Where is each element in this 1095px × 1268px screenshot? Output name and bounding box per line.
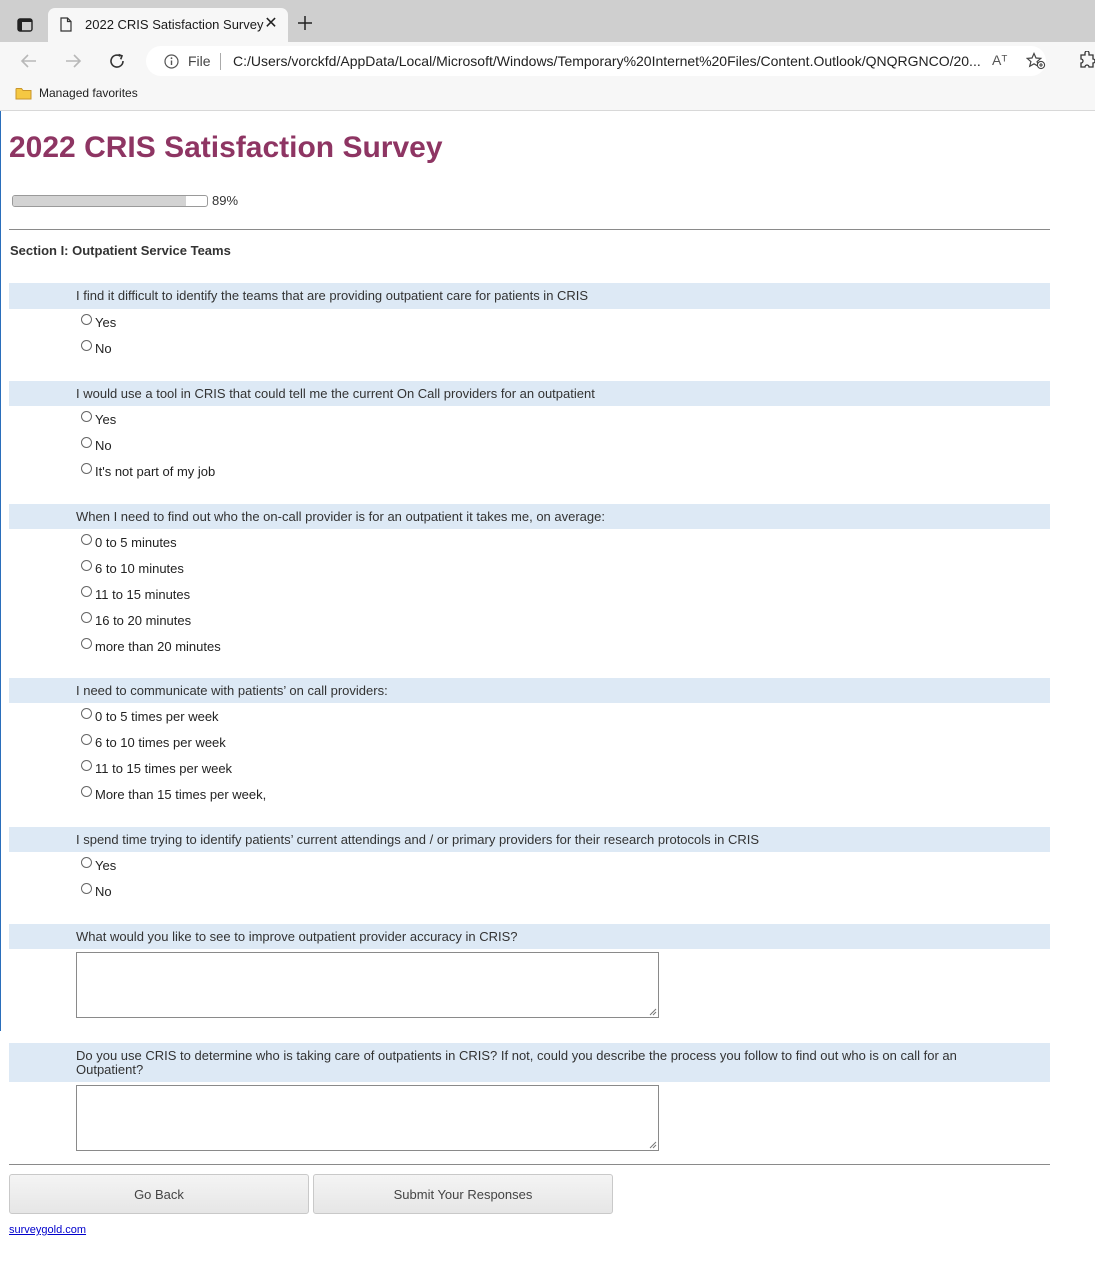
surveygold-link[interactable]: surveygold.com [9, 1224, 87, 1236]
address-scheme-label: File [188, 53, 211, 69]
improvement-textarea[interactable] [76, 952, 659, 1018]
browser-tab[interactable] [48, 8, 288, 42]
option-label: No [95, 340, 112, 356]
question-text: I find it difficult to identify the teams that are providing outpatient care for patients in CRIS [76, 288, 589, 303]
question-text: Do you use CRIS to determine who is taking care of outpatients in CRIS? If not, could you describe the process you follow to find out who is on call for an Outpatient? [76, 1048, 957, 1077]
close-icon[interactable]: ✕ [264, 15, 278, 32]
option-label: 6 to 10 minutes [95, 560, 184, 576]
folder-icon [15, 86, 32, 106]
option-label: Yes [95, 411, 117, 427]
question-text: I would use a tool in CRIS that could tell me the current On Call providers for an outpatient [76, 386, 595, 401]
radio-button[interactable] [81, 534, 92, 545]
forward-icon[interactable] [62, 50, 84, 72]
radio-option[interactable] [81, 585, 190, 603]
radio-button[interactable] [81, 560, 92, 571]
option-label: 0 to 5 minutes [95, 534, 177, 550]
radio-button[interactable] [81, 463, 92, 474]
question-text: I need to communicate with patients’ on call providers: [76, 683, 388, 698]
favorites-bar [0, 80, 1095, 111]
radio-option[interactable] [81, 313, 116, 331]
radio-button[interactable] [81, 638, 92, 649]
option-label: It's not part of my job [95, 463, 216, 479]
radio-option[interactable] [81, 856, 116, 874]
radio-button[interactable] [81, 760, 92, 771]
add-favorite-icon[interactable] [1026, 52, 1046, 75]
extensions-icon[interactable] [1078, 51, 1095, 74]
page-icon [60, 17, 72, 37]
question-text: When I need to find out who the on-call provider is for an outpatient it takes me, on average: [76, 509, 605, 524]
radio-button[interactable] [81, 786, 92, 797]
radio-button[interactable] [81, 734, 92, 745]
tab-strip [0, 0, 1095, 42]
submit-button[interactable]: Submit Your Responses [313, 1174, 613, 1214]
option-label: 0 to 5 times per week [95, 708, 219, 724]
radio-button[interactable] [81, 708, 92, 719]
radio-option[interactable] [81, 410, 116, 428]
radio-option[interactable] [81, 759, 232, 777]
browser-toolbar [0, 42, 1095, 80]
progress-bar [12, 195, 208, 207]
radio-button[interactable] [81, 883, 92, 894]
question-text: What would you like to see to improve outpatient provider accuracy in CRIS? [76, 929, 518, 944]
process-textarea[interactable] [76, 1085, 659, 1151]
option-label: Yes [95, 314, 117, 330]
tab-title: 2022 CRIS Satisfaction Survey [85, 17, 264, 32]
option-label: Yes [95, 857, 117, 873]
option-label: 11 to 15 minutes [95, 586, 191, 602]
radio-option[interactable] [81, 733, 226, 751]
option-label: No [95, 883, 112, 899]
section-title: Section I: Outpatient Service Teams [10, 243, 231, 258]
radio-button[interactable] [81, 411, 92, 422]
radio-button[interactable] [81, 314, 92, 325]
read-aloud-icon[interactable]: Aᵀ [992, 52, 1008, 68]
radio-option[interactable] [81, 611, 191, 629]
radio-button[interactable] [81, 586, 92, 597]
page-title: 2022 CRIS Satisfaction Survey [9, 131, 443, 164]
radio-option[interactable] [81, 462, 215, 480]
address-bar[interactable] [146, 46, 1046, 76]
progress-fill [13, 196, 186, 206]
window-edge [0, 111, 1, 1031]
address-separator [220, 53, 221, 70]
back-icon[interactable] [18, 50, 40, 72]
radio-option[interactable] [81, 637, 221, 655]
plus-icon[interactable] [295, 13, 315, 33]
radio-option[interactable] [81, 339, 112, 357]
option-label: 6 to 10 times per week [95, 734, 226, 750]
radio-button[interactable] [81, 340, 92, 351]
radio-option[interactable] [81, 707, 219, 725]
radio-button[interactable] [81, 612, 92, 623]
question-text: I spend time trying to identify patients’ current attendings and / or primary providers for their research protocols in CRIS [76, 832, 760, 847]
tab-actions-icon[interactable] [10, 12, 40, 38]
refresh-icon[interactable] [106, 50, 128, 72]
option-label: 16 to 20 minutes [95, 612, 192, 628]
go-back-button[interactable]: Go Back [9, 1174, 309, 1214]
divider-bottom [9, 1164, 1050, 1165]
resize-grip-icon[interactable] [649, 1141, 657, 1149]
radio-option[interactable] [81, 436, 112, 454]
radio-option[interactable] [81, 785, 266, 803]
radio-option[interactable] [81, 559, 184, 577]
option-label: More than 15 times per week, [95, 786, 267, 802]
info-icon[interactable] [164, 54, 179, 74]
option-label: 11 to 15 times per week [95, 760, 233, 776]
progress-percent: 89% [212, 193, 239, 208]
favorites-folder-label[interactable]: Managed favorites [39, 86, 138, 100]
radio-button[interactable] [81, 857, 92, 868]
option-label: more than 20 minutes [95, 638, 221, 654]
radio-option[interactable] [81, 533, 177, 551]
option-label: No [95, 437, 112, 453]
divider-top [9, 229, 1050, 230]
address-url[interactable]: C:/Users/vorckfd/AppData/Local/Microsoft/Windows/Temporary%20Internet%20Files/Content.Outlook/QNQRGNCO/20... [233, 53, 981, 69]
radio-button[interactable] [81, 437, 92, 448]
resize-grip-icon[interactable] [649, 1008, 657, 1016]
radio-option[interactable] [81, 882, 112, 900]
